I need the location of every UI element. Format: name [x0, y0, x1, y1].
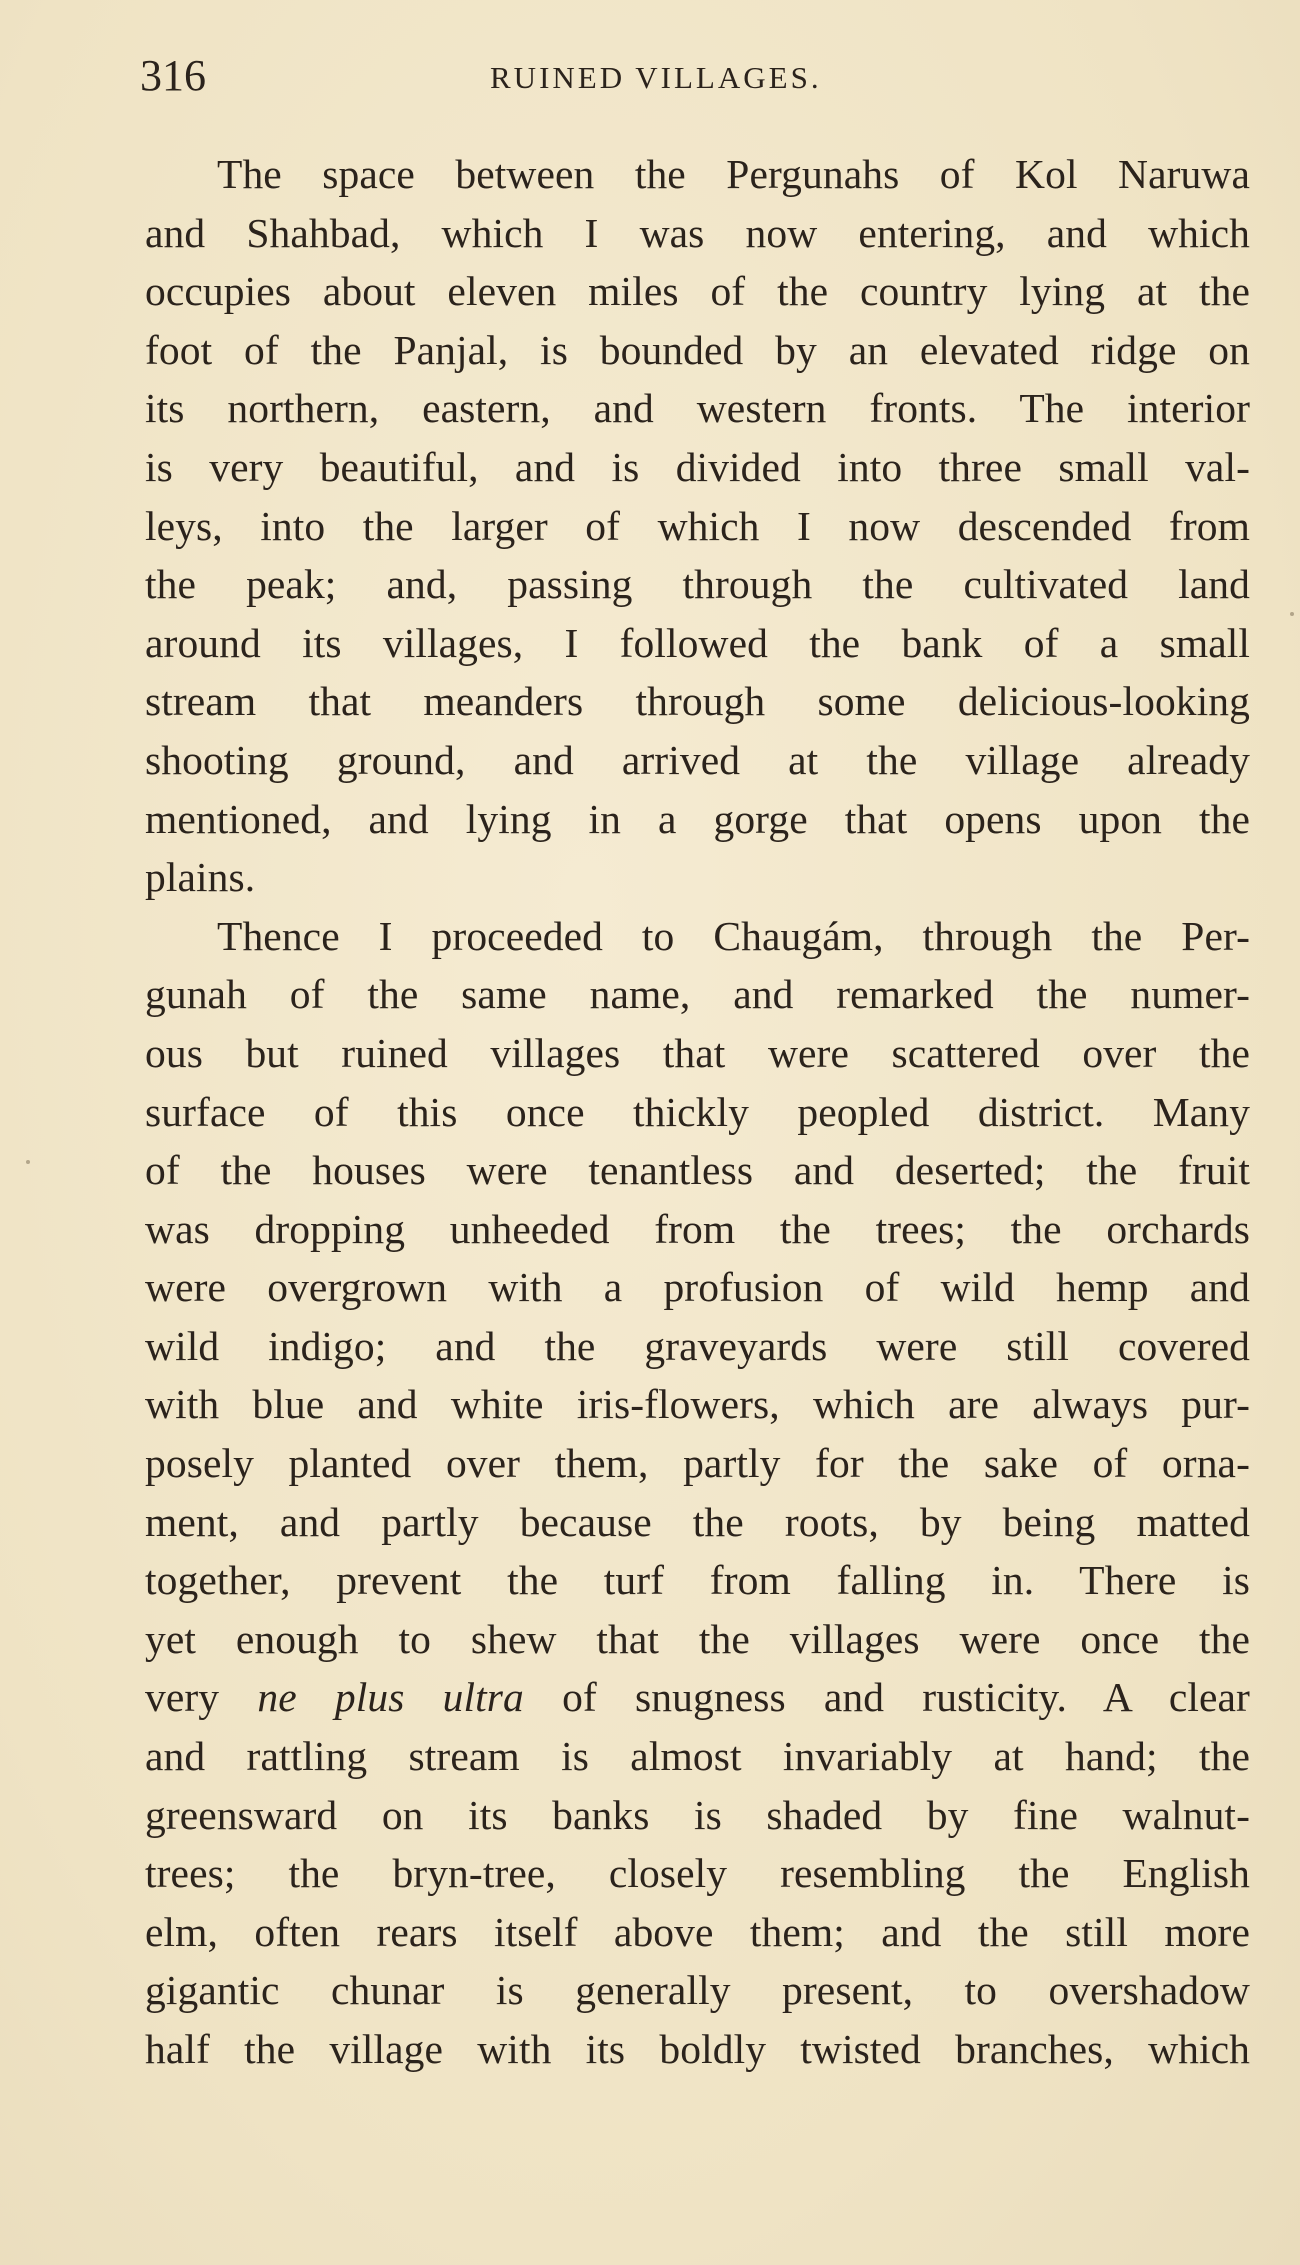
- text-line: the peak; and, passing through the cultivated land: [145, 561, 1250, 608]
- text-line: was dropping unheeded from the trees; the orchards: [145, 1205, 1250, 1252]
- text-line: together, prevent the turf from falling in. There is: [145, 1557, 1250, 1604]
- text-line: wild indigo; and the graveyards were still covered: [145, 1322, 1250, 1369]
- text-line: surface of this once thickly peopled district. Many: [145, 1088, 1250, 1135]
- text-line: plains.: [145, 854, 256, 901]
- text-line: leys, into the larger of which I now descended from: [145, 502, 1250, 549]
- running-head: [140, 46, 1250, 106]
- text-line: Thence I proceeded to Chaugám, through the Per-: [217, 912, 1250, 959]
- text-line: shooting ground, and arrived at the village already: [145, 736, 1250, 783]
- text-line: yet enough to shew that the villages were once the: [145, 1615, 1250, 1662]
- text-run: of snugness and rusticity. A clear: [523, 1674, 1250, 1721]
- text-line: were overgrown with a profusion of wild hemp and: [145, 1264, 1250, 1311]
- italic-phrase: ne plus ultra: [257, 1674, 524, 1721]
- text-line: foot of the Panjal, is bounded by an elevated ridge on: [145, 326, 1250, 373]
- running-title: RUINED VILLAGES.: [490, 60, 822, 95]
- text-line: around its villages, I followed the bank of a small: [145, 619, 1250, 666]
- text-line: stream that meanders through some delicious-looking: [145, 678, 1250, 725]
- text-line: its northern, eastern, and western fronts. The interior: [145, 385, 1250, 432]
- text-line: greensward on its banks is shaded by fine walnut-: [145, 1791, 1250, 1838]
- text-line: and Shahbad, which I was now entering, and which: [145, 209, 1250, 256]
- text-line: The space between the Pergunahs of Kol Naruwa: [217, 151, 1250, 197]
- text-line: of the houses were tenantless and deserted; the fruit: [145, 1147, 1250, 1194]
- text-line: posely planted over them, partly for the sake of orna-: [145, 1440, 1250, 1487]
- text-line: and rattling stream is almost invariably at hand; the: [145, 1733, 1250, 1780]
- text-line: gunah of the same name, and remarked the numer-: [145, 971, 1250, 1018]
- paper-speck: [26, 1160, 30, 1164]
- paper-speck: [1290, 612, 1294, 616]
- text-line: mentioned, and lying in a gorge that opens upon the: [145, 795, 1250, 842]
- text-line: with blue and white iris-flowers, which are always pur-: [145, 1381, 1250, 1428]
- page-number: 316: [140, 51, 206, 100]
- text-line: ment, and partly because the roots, by being matted: [145, 1498, 1250, 1545]
- text-line: elm, often rears itself above them; and the still more: [145, 1908, 1250, 1955]
- text-line: ous but ruined villages that were scattered over the: [145, 1029, 1250, 1076]
- text-line: occupies about eleven miles of the country lying at the: [145, 268, 1250, 315]
- text-run: very: [145, 1674, 258, 1721]
- text-line: gigantic chunar is generally present, to overshadow: [145, 1967, 1250, 2014]
- text-line: trees; the bryn-tree, closely resembling the English: [145, 1850, 1250, 1897]
- body-text: [145, 145, 1250, 2079]
- text-line: half the village with its boldly twisted branches, which: [145, 2026, 1250, 2072]
- text-line: is very beautiful, and is divided into three small val-: [145, 443, 1250, 490]
- text-line-with-italic: [145, 1668, 1250, 1727]
